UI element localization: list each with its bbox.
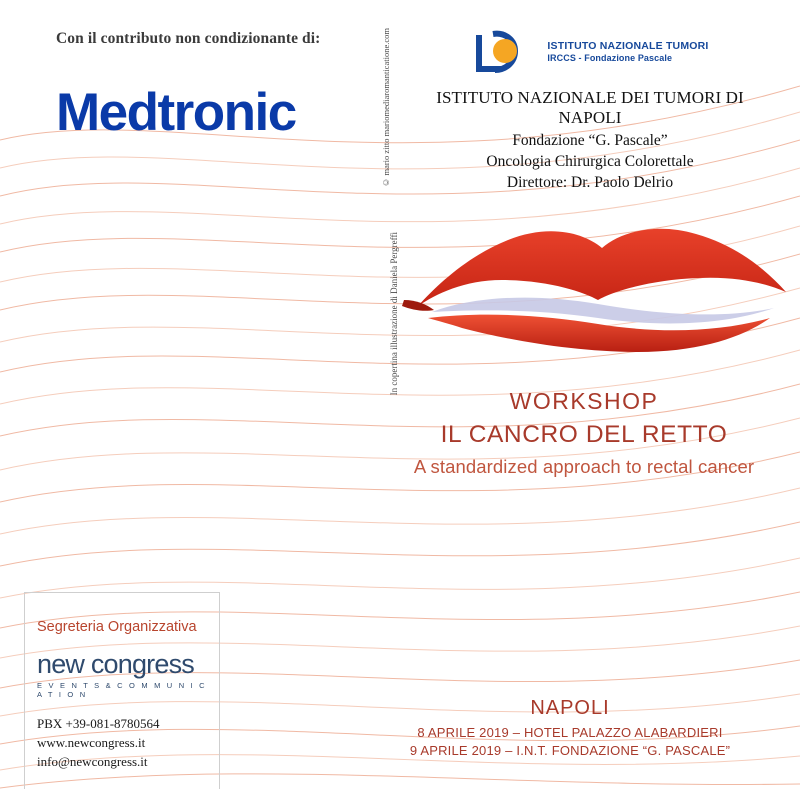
new-congress-logo: new congress bbox=[37, 649, 194, 679]
institute-line-2: Fondazione “G. Pascale” bbox=[512, 132, 668, 149]
venue-date-2: 9 APRILE 2019 – I.N.T. FONDAZIONE “G. PASCALE” bbox=[409, 743, 731, 758]
sponsor-logo-medtronic: Medtronic bbox=[56, 83, 296, 142]
secretariat-contacts bbox=[37, 715, 209, 772]
secretariat-block bbox=[24, 592, 220, 789]
institute-logo-line1: ISTITUTO NAZIONALE TUMORI bbox=[547, 39, 709, 52]
new-congress-tagline: E V E N T S & C O M M U N I C A T I O N bbox=[37, 681, 207, 699]
photo-credit-vertical: © mario zitto mariomediaromanticatione.com bbox=[381, 28, 391, 188]
rectal-cancer-lips-illustration bbox=[398, 188, 798, 358]
sponsor-intro-text: Con il contributo non condizionante di: bbox=[56, 30, 321, 47]
institute-logo-text bbox=[545, 40, 708, 64]
sponsor-block bbox=[56, 30, 376, 143]
institute-logo-line2: IRCCS - Fondazione Pascale bbox=[547, 52, 673, 63]
secretariat-phone: PBX +39-081-8780564 bbox=[37, 716, 160, 731]
workshop-kicker: WORKSHOP bbox=[509, 388, 659, 414]
workshop-title-block bbox=[380, 388, 788, 478]
institute-text-lines bbox=[410, 88, 770, 192]
secretariat-website[interactable]: www.newcongress.it bbox=[37, 734, 146, 750]
workshop-title: IL CANCRO DEL RETTO bbox=[440, 421, 728, 448]
venue-block bbox=[360, 697, 780, 761]
institute-line-1: ISTITUTO NAZIONALE DEI TUMORI DI NAPOLI bbox=[436, 88, 744, 127]
cover-illustration-credit-vertical: In copertina illustrazione di Daniela Pergreffi bbox=[389, 232, 399, 396]
venue-date-1: 8 APRILE 2019 – HOTEL PALAZZO ALABARDIERI bbox=[417, 725, 723, 740]
institute-line-3: Oncologia Chirurgica Colorettale bbox=[486, 153, 694, 170]
secretariat-title: Segreteria Organizzativa bbox=[37, 619, 197, 635]
workshop-subtitle: A standardized approach to rectal cancer bbox=[413, 456, 755, 477]
institute-logo bbox=[410, 28, 770, 76]
institute-line-4: Direttore: Dr. Paolo Delrio bbox=[506, 174, 674, 191]
secretariat-email[interactable]: info@newcongress.it bbox=[37, 753, 148, 769]
venue-city: NAPOLI bbox=[530, 697, 610, 719]
institute-header bbox=[410, 28, 770, 195]
institute-logo-mark-icon bbox=[471, 29, 537, 75]
